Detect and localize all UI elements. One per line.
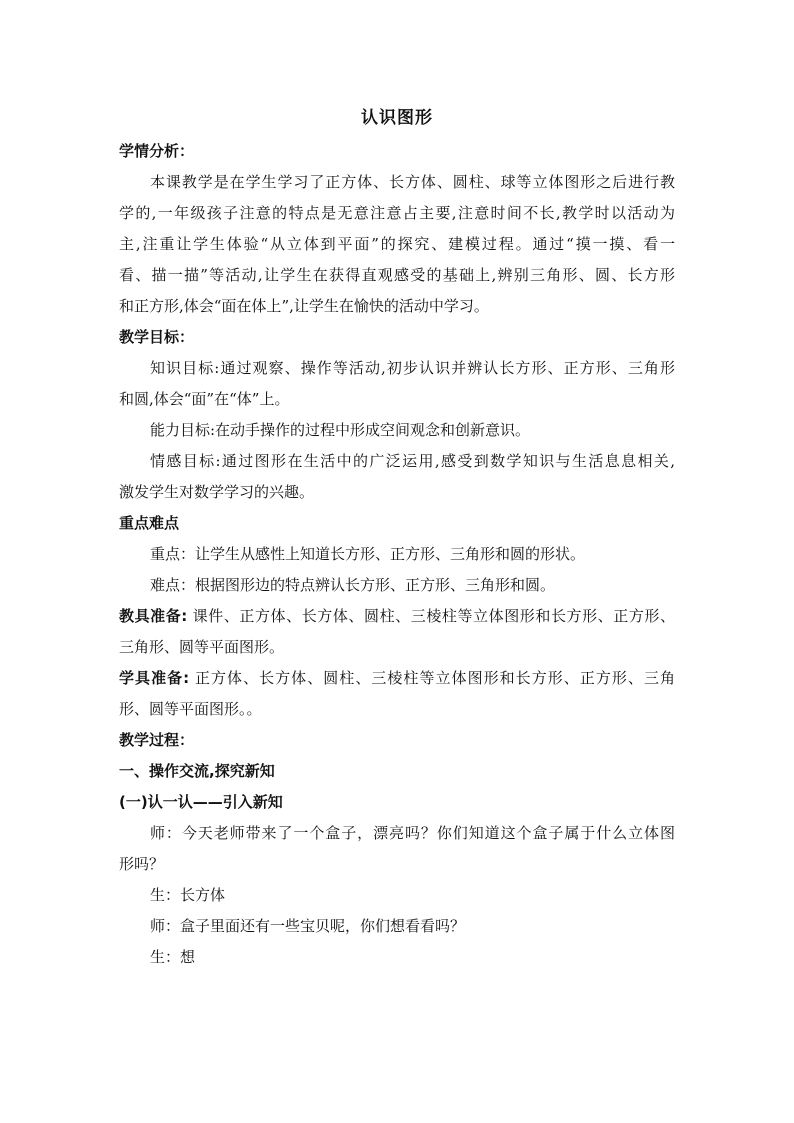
analysis-line-4: 看、描一描”等活动,让学生在获得直观感受的基础上,辨别三角形、圆、长方形 bbox=[119, 266, 675, 284]
analysis-line-1: 本课教学是在学生学习了正方体、长方体、圆柱、球等立体图形之后进行教 bbox=[150, 173, 675, 191]
knowledge-goal-line-2: 和圆,体会“面”在“体”上。 bbox=[119, 390, 290, 408]
teacher-prep-line-2: 三角形、圆等平面图形。 bbox=[119, 638, 285, 656]
subsection-heading-1: (一)认一认——引入新知 bbox=[119, 793, 283, 811]
emotion-goal-line-2: 激发学生对数学学习的兴趣。 bbox=[119, 483, 315, 501]
analysis-line-3: 主,注重让学生体验“从立体到平面”的探究、建模过程。通过“摸一摸、看一 bbox=[119, 235, 675, 253]
student-prep-text: 正方体、长方体、圆柱、三棱柱等立体图形和长方形、正方形、三角 bbox=[189, 669, 675, 687]
teacher-prep-label: 教具准备: bbox=[119, 607, 188, 625]
key-points-heading: 重点难点 bbox=[119, 514, 180, 532]
difficulty-point: 难点：根据图形边的特点辨认长方形、正方形、三角形和圆。 bbox=[150, 576, 556, 594]
student-prep-line-1 bbox=[119, 663, 675, 694]
analysis-line-5: 和正方形,体会“面在体上”,让学生在愉快的活动中学习。 bbox=[119, 297, 489, 315]
dialogue-line-3: 生：长方体 bbox=[150, 886, 226, 904]
ability-goal: 能力目标:在动手操作的过程中形成空间观念和创新意识。 bbox=[150, 421, 531, 439]
analysis-line-2: 学的,一年级孩子注意的特点是无意注意占主要,注意时间不长,教学时以活动为 bbox=[119, 204, 675, 222]
student-prep-line-2: 形、圆等平面图形。。 bbox=[119, 700, 262, 718]
process-heading: 教学过程： bbox=[119, 731, 195, 749]
analysis-heading: 学情分析： bbox=[119, 142, 195, 160]
student-prep-label: 学具准备: bbox=[119, 669, 190, 687]
dialogue-line-4: 师：盒子里面还有一些宝贝呢，你们想看看吗？ bbox=[150, 917, 466, 935]
emotion-goal-line-1: 情感目标:通过图形在生活中的广泛运用,感受到数学知识与生活息息相关, bbox=[150, 452, 675, 470]
dialogue-line-5: 生：想 bbox=[150, 948, 196, 966]
dialogue-line-1: 师：今天老师带来了一个盒子，漂亮吗？你们知道这个盒子属于什么立体图 bbox=[150, 824, 675, 842]
section-heading-1: 一、操作交流,探究新知 bbox=[119, 762, 275, 780]
teacher-prep-text: 课件、正方体、长方体、圆柱、三棱柱等立体图形和长方形、正方形、 bbox=[187, 607, 675, 625]
key-point: 重点：让学生从感性上知道长方形、正方形、三角形和圆的形状。 bbox=[150, 545, 586, 563]
document-content bbox=[119, 100, 675, 973]
page-title: 认识图形 bbox=[361, 108, 433, 128]
teacher-prep-line-1 bbox=[119, 601, 675, 632]
knowledge-goal-line-1: 知识目标:通过观察、操作等活动,初步认识并辨认长方形、正方形、三角形 bbox=[150, 359, 675, 377]
dialogue-line-2: 形吗？ bbox=[119, 855, 165, 873]
goals-heading: 教学目标： bbox=[119, 328, 195, 346]
